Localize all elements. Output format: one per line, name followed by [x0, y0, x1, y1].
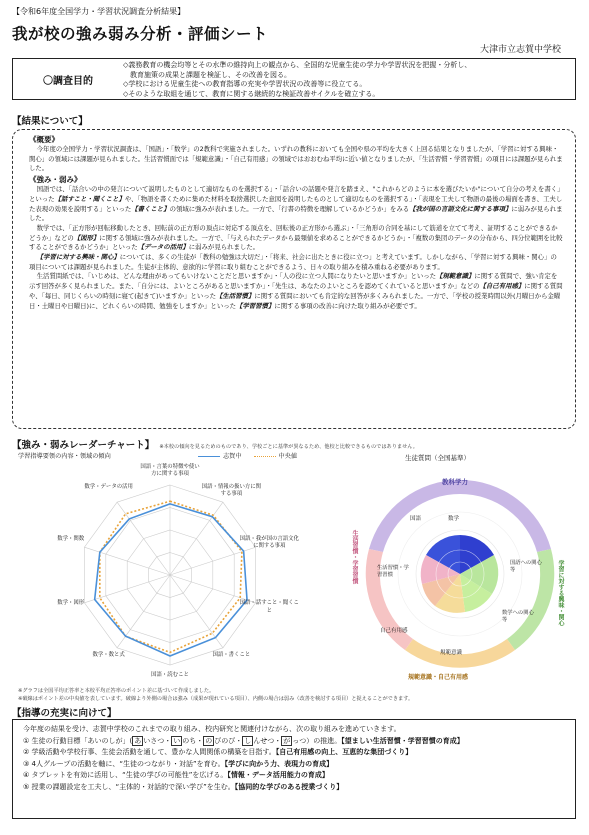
survey-tag: 【令和6年度全国学力・学習状況調査分析結果】 [12, 7, 186, 16]
domain-tag: 【生活習慣】 [216, 291, 255, 300]
boxed-char: い [173, 736, 181, 745]
japanese-paragraph [29, 185, 563, 224]
domain-tag: 【書くこと】 [131, 204, 170, 213]
text-run: いさつ・ [143, 736, 172, 745]
school-name: 大津市立志賀中学校 [479, 45, 561, 55]
improve-item-4 [23, 770, 567, 782]
text-run: に弱みが見られました。 [188, 243, 260, 252]
boxed-char: あ [134, 736, 142, 745]
text-run: っつ）の推進。 [292, 736, 342, 745]
improve-text [23, 724, 567, 794]
goal-tag: 【望ましい生活習慣・学習習慣の育成】 [341, 736, 464, 745]
purpose-lines [123, 61, 569, 99]
text-run: ② 学級活動や学校行事、生徒会活動を通して、豊かな人間関係の構築を目指す。 [23, 748, 276, 757]
text-run: については、多くの生徒が「教科の勉強は大切だ」・「将来、社会に出たときに役に立つ」と考えています。しかしながら、「学習に対する興味・関心」の項目については課題が見られました。生徒が主体的、意欲的に学習に取り組むことができるよう、日々の取り組みを積み重ねる必要があります。 [29, 253, 557, 271]
legend-center-label: 中央値 [278, 453, 298, 460]
inner-label-japanese-interest: 国語への関心等 [510, 560, 542, 573]
purpose-line: ◇そのような取組を通じて、教育に関する継続的な検証改善サイクルを確立する。 [123, 89, 380, 98]
radar-axis-label: 数学・図形 [57, 600, 85, 607]
legend-school-label: 志賀中 [223, 453, 242, 460]
improve-item-3 [23, 759, 567, 771]
domain-tag: 【規範意識】 [436, 272, 475, 281]
text-run: に関する質問で、強い肯定を示す回答が多く見られました。また、「自分には、よいところがあると思いますか」・「先生は、あなたのよいところを認めてくれていると思いますか」などの [29, 272, 558, 291]
radar-spoke [117, 575, 170, 648]
overview-title: 《概要》 [29, 135, 59, 144]
inner-label-math-interest: 数学への関心等 [502, 610, 534, 623]
domain-tag: 【学習習慣】 [236, 301, 275, 310]
sw-title: 《強み・弱み》 [29, 175, 82, 185]
radar-series-school [95, 504, 247, 656]
ring-label-interest: 学習に対する興味・関心 [557, 560, 564, 626]
radar-axis-label: 国語・言葉の特徴や使い方に関する事項 [140, 463, 200, 478]
purpose-box [12, 58, 576, 100]
purpose-label: 〇調査目的 [43, 75, 93, 87]
results-text [29, 134, 563, 311]
text-run: のち・ [182, 736, 204, 745]
text-run: に関する事項の改善に向けた取り組みが必要です。 [274, 301, 421, 310]
domain-tag: 【我が国の言語文化に関する事項】 [409, 204, 512, 213]
life-title: 生徒質問（全国基準） [405, 454, 470, 462]
radar-heading: 【強み・弱みレーダーチャート】 [12, 440, 155, 451]
goal-tag: 【情報・データ活用能力の育成】 [227, 771, 329, 780]
results-box [12, 129, 576, 429]
radar-subtitle: 学習指導要領の内容・領域の傾向 [18, 453, 111, 460]
inner-label-self-worth: 自己有用感 [380, 628, 408, 634]
inner-label-habits: 生活習慣・学習習慣 [377, 565, 409, 578]
purpose-line: ◇義務教育の機会均等とその水準の維持向上の観点から、全国的な児童生徒の学力や学習状況を把握・分析し、 [123, 61, 472, 69]
legend-center-swatch [254, 456, 276, 457]
radar-spoke [170, 502, 223, 575]
text-run: んせつ・ [253, 736, 282, 745]
improve-box [12, 719, 576, 819]
inner-label-norms: 規範意識 [440, 650, 463, 656]
radar-axis-label: 数学・数と式 [92, 652, 125, 659]
inner-label-math: 数学 [448, 516, 460, 522]
goal-tag: 【自己有用感の向上、互恵的な集団づくり】 [275, 748, 413, 757]
text-run: 国語では、「話合いの中の発言について説明したものとして適切なものを選択する」・「話合いの話題や発言を踏まえ、"これからどのように本を選びたいか"について自分の考えを書く」といった [29, 185, 561, 203]
improve-intro: 今年度の結果を受け、志賀中学校のこれまでの取り組み、校内研究と関連付けながら、次の取り組みを進めていきます。 [23, 725, 401, 733]
interest-paragraph [29, 253, 563, 272]
radar-spoke [170, 575, 223, 648]
legend-school-swatch [198, 456, 220, 457]
domain-tag: 【自己有用感】 [479, 282, 525, 291]
radar-axis-label: 数学・データの活用 [84, 483, 133, 490]
radar-axis-label: 国語・話すこと・聞くこと [239, 600, 299, 614]
text-run: ⑤ 授業の課題設定を工夫し、“主体的・対話的で深い学び”を生む。 [23, 782, 235, 791]
text-run: に関する質問においても肯定的な回答が多くみられました。一方で、「学校の授業時間以外(月曜日から金曜日・土曜日や日曜日)に、どれくらいの時間、勉強をしますか」といった [29, 291, 561, 310]
text-run: 数学では、「正方形が回転移動したとき、回転前の正方形の頂点に対応する頂点を、回転後の正方形から選ぶ」・「三角形の合同を基にして筋道を立てて考え、証明することができるかどうか」などの [29, 223, 558, 242]
radar-chart [50, 470, 290, 680]
text-run: ③ 4人グループの活動を軸に、“生徒のつながり・対話”を育む。 [23, 759, 225, 768]
purpose-line: 教育施策の成果と課題を検証し、その改善を図る。 [123, 70, 291, 79]
text-run: や、「物語を書くために集めた材料を取捨選択した意図を説明したものとして適切なものを選択する」・「表現を工夫して物語の最後の場面を書き、工夫した表現の効果を説明する」といった [29, 194, 563, 213]
ring-label-norms: 規範意識・自己有用感 [408, 674, 469, 681]
text-run: ① 生徒の行動目標「あいのしが」( [23, 736, 133, 745]
radar-axis-label: 国語・読むこと [151, 672, 189, 679]
page-title: 我が校の強み弱み分析・評価シート [12, 25, 269, 43]
text-run: に弱みが見られました。 [29, 204, 563, 223]
inner-label-japanese: 国語 [410, 516, 422, 522]
improve-heading: 【指導の充実に向けて】 [12, 708, 117, 719]
radar-heading-row [12, 433, 418, 452]
radar-legend [198, 451, 297, 460]
improve-item-2 [23, 747, 567, 759]
text-run: 生活質問紙では、「いじめは、どんな理由があってもいけないことだと思いますか」・「人の役に立つ人間になりたいと思いますか」といった [36, 272, 437, 281]
text-run: に関する質問や、「毎日、同じくらいの時刻に寝て(起きて)いますか」といった [29, 282, 563, 300]
domain-tag: 【話すこと・聞くこと】 [54, 194, 125, 203]
life-paragraph [29, 272, 563, 311]
overview-text: 今年度の全国学力・学習状況調査は、「国語」・「数学」の2教科で実施されました。いずれの教科においても全国や県の平均を大きく上回る結果となりましたが、「学習に対する興味・関心」の領域には課題が見られました。生活習慣面では「規範意識」・「自己有用感」の領域ではおおむね平均に近い値となりましたが、「生活習慣・学習習慣」の項目には課題が見られました。 [29, 145, 563, 173]
radar-axis-label: 国語・情報の扱い方に関する事項 [201, 483, 262, 498]
math-paragraph [29, 224, 563, 253]
domain-tag: 【学習に対する興味・関心】 [36, 253, 120, 262]
text-run: びのび・ [214, 736, 243, 745]
goal-tag: 【協同的な学びのある授業づくり】 [234, 782, 344, 791]
radar-footnote-1: ※グラフは全国平均正答率と本校平均正答率のポイント差に基づいて作成しました。 [18, 688, 215, 694]
text-run: に関する領域に強みが表れました。一方で、「与えられたデータから最頻値を求めることができるかどうか」・「複数の集団のデータの分布から、四分位範囲を比較することができるかどうか」といった [29, 233, 563, 252]
domain-tag: 【図形】 [73, 233, 100, 242]
boxed-char: の [205, 736, 213, 745]
ring-label-habits: 生活習慣・学習習慣 [351, 530, 358, 584]
improve-item-1 [23, 736, 567, 748]
goal-tag: 【学びに向かう力、表現力の育成】 [224, 759, 334, 768]
results-heading: 【結果について】 [12, 116, 88, 127]
radar-axis-label: 数学・関数 [57, 535, 85, 542]
text-run: ④ タブレットを有効に活用し、“生徒の学びの可能性”を広げる。 [23, 771, 228, 780]
radar-footnote-2: ※破線はポイント差の中央値を表しています。破線より外側の場合は強み（成果が現れている項目）、内側の場合は弱み（改善を検討する項目）と捉えることができます。 [18, 696, 414, 702]
boxed-char: し [244, 736, 252, 745]
radar-axis-label: 国語・書くこと [212, 652, 251, 659]
text-run: の領域に強みが表れました。一方で、「行書の特徴を理解しているかどうか」をみる [169, 204, 410, 213]
boxed-char: が [283, 736, 291, 745]
radar-note: ※本校の傾向を見るためのものであり、学校ごとに基準が異なるため、他校と比較できるものではありません。 [159, 444, 418, 450]
ring-label-academic: 教科学力 [442, 478, 468, 486]
domain-tag: 【データの活用】 [137, 243, 189, 252]
radar-axis-label: 国語・我が国の言語文化に関する事項 [239, 535, 299, 550]
improve-item-5 [23, 782, 567, 794]
purpose-line: ◇学校における児童生徒への教育指導の充実や学習状況の改善等に役立てる。 [123, 80, 367, 89]
